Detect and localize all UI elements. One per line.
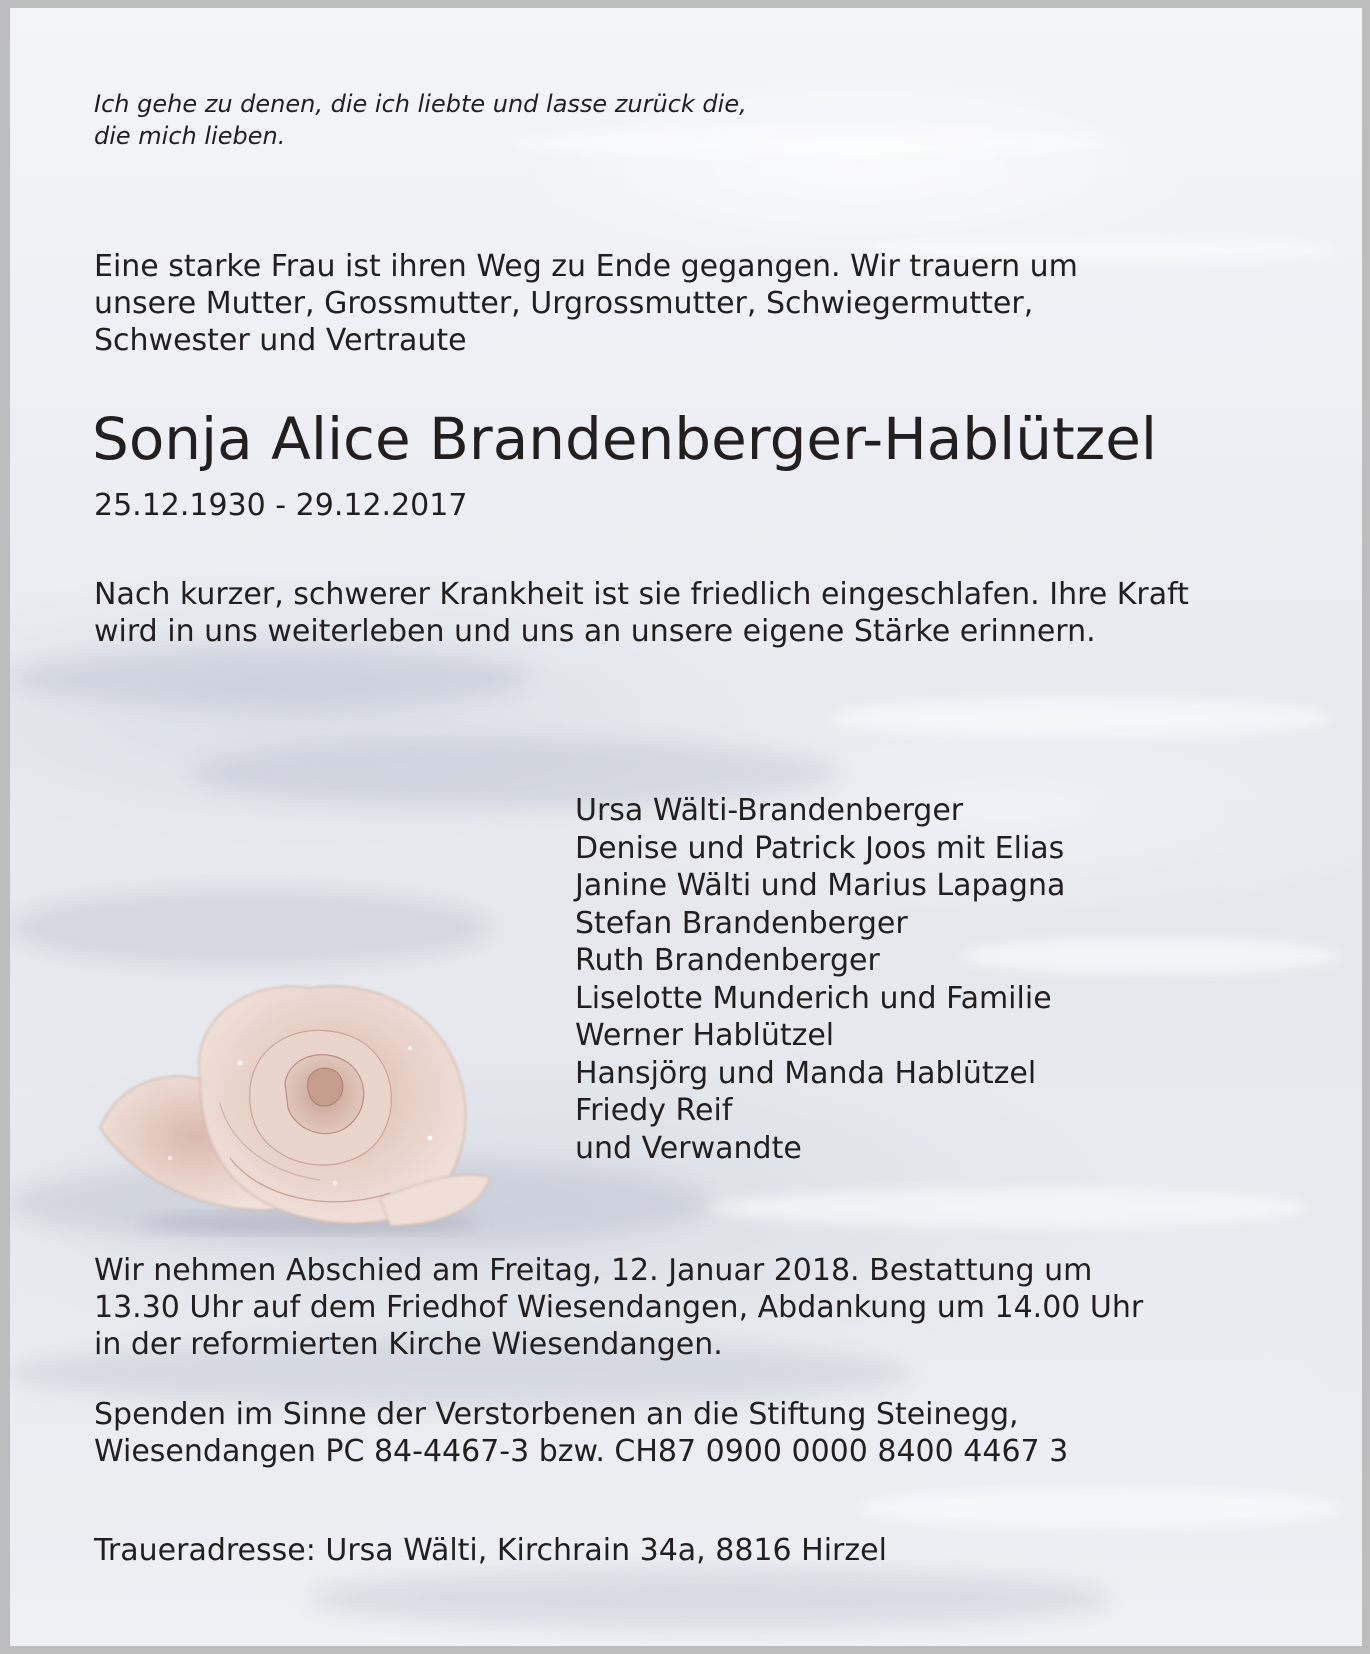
- intro-line: Eine starke Frau ist ihren Weg zu Ende gegangen. Wir trauern um: [94, 249, 1078, 284]
- ceremony-text: [94, 1252, 1294, 1363]
- list-item: Friedy Reif: [575, 1093, 733, 1128]
- description-line: wird in uns weiterleben und uns an unsere eigene Stärke erinnern.: [94, 614, 1096, 649]
- list-item: Werner Hablützel: [575, 1018, 835, 1053]
- water-shadow: [10, 648, 530, 708]
- deceased-name: Sonja Alice Brandenberger-Hablützel: [92, 405, 1157, 473]
- ceremony-line: 13.30 Uhr auf dem Friedhof Wiesendangen, Abdankung um 14.00 Uhr: [94, 1290, 1144, 1325]
- mourners-list: [575, 792, 1275, 1167]
- intro-line: unsere Mutter, Grossmutter, Urgrossmutter, Schwiegermutter,: [94, 286, 1034, 321]
- list-item: und Verwandte: [575, 1130, 802, 1166]
- quote-line: die mich lieben.: [94, 122, 286, 150]
- list-item: Stefan Brandenberger: [575, 905, 908, 941]
- description-line: Nach kurzer, schwerer Krankheit ist sie friedlich eingeschlafen. Ihre Kraft: [94, 577, 1189, 612]
- water-shadow: [10, 888, 490, 968]
- ceremony-line: Wir nehmen Abschied am Freitag, 12. Januar 2018. Bestattung um: [94, 1253, 1093, 1288]
- water-shadow: [310, 1568, 1110, 1628]
- water-highlight: [710, 1188, 1310, 1228]
- quote: [94, 88, 814, 152]
- list-item: Ursa Wälti-Brandenberger: [575, 793, 964, 828]
- list-item: Ruth Brandenberger: [575, 943, 880, 978]
- list-item: Denise und Patrick Joos mit Elias: [575, 830, 1065, 866]
- description-text: [94, 576, 1294, 650]
- obituary-notice: [10, 8, 1362, 1646]
- water-highlight: [830, 698, 1330, 738]
- water-highlight: [860, 1488, 1340, 1528]
- donation-line: Wiesendangen PC 84-4467-3 bzw. CH87 0900 0000 8400 4467 3: [94, 1434, 1069, 1469]
- donation-text: [94, 1396, 1294, 1470]
- list-item: Janine Wälti und Marius Lapagna: [575, 868, 1066, 903]
- rose-icon: [80, 968, 520, 1238]
- mourning-address: Traueradresse: Ursa Wälti, Kirchrain 34a, 8816 Hirzel: [94, 1533, 887, 1568]
- intro-line: Schwester und Vertraute: [94, 323, 467, 358]
- list-item: Hansjörg und Manda Hablützel: [575, 1055, 1037, 1091]
- intro-text: [94, 248, 1194, 359]
- donation-line: Spenden im Sinne der Verstorbenen an die Stiftung Steinegg,: [94, 1397, 1019, 1432]
- ceremony-line: in der reformierten Kirche Wiesendangen.: [94, 1327, 723, 1362]
- list-item: Liselotte Munderich und Familie: [575, 980, 1052, 1016]
- quote-line: Ich gehe zu denen, die ich liebte und lasse zurück die,: [94, 90, 747, 118]
- life-dates: 25.12.1930 - 29.12.2017: [94, 488, 468, 523]
